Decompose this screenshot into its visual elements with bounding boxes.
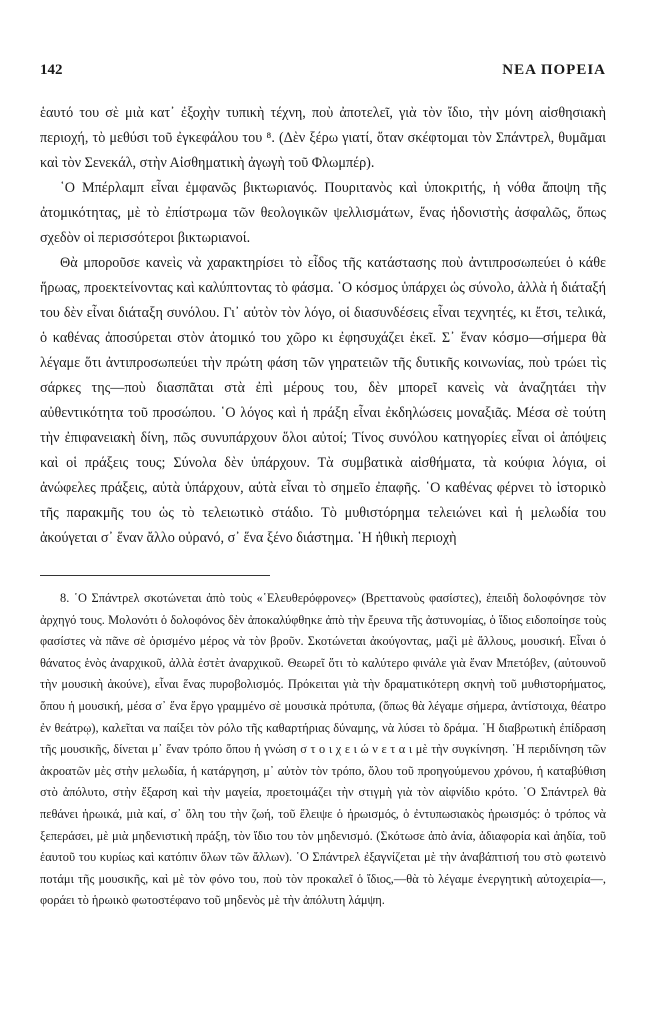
footnotes: [40, 588, 606, 912]
paragraph-characters: Θὰ μποροῦσε κανεὶς νὰ χαρακτηρίσει τὸ εἶδος τῆς κατάστασης ποὺ ἀντιπροσωπεύει ὁ κάθε ἥρωας, προεκτείνοντας καὶ καλύπτοντας τὸ φάσμα. ῾Ο κόσμος ὑπάρχει ὡς σύνολο, ἀλλὰ ἡ διάταξή του δὲν εἶναι διάταξη συνόλου. Γι᾿ αὐτὸν τὸν λόγο, οἱ διασυνδέσεις εἶναι τεχνητές, κι ἔτσι, τελικά, ὁ καθένας ἀποσύρεται στὸν ἀτομικό του χῶρο κι ἐφησυχάζει ἐκεῖ. Σ᾿ ἕναν κόσμο—σήμερα θὰ λέγαμε ὅτι ἀντιπροσωπεύει τὴν πρώτη φάση τῶν γηρατειῶν τῆς δυτικῆς κοινωνίας, ποὺ τρώει τὶς σάρκες της—ποὺ διασπᾶται στὰ ἐπὶ μέρους του, δὲν μπορεῖ κανεὶς νὰ ἀναζητάει τὴν αὐθεντικότητα τοῦ προσώπου. ῾Ο λόγος καὶ ἡ πράξη εἶναι ἐκδηλώσεις μοναξιᾶς. Μέσα σὲ τούτη τὴν ἐπιφανειακὴ δίνη, πῶς συνυπάρχουν ὅλοι αὐτοί; Τίνος συνόλου κατηγορίες εἶναι οἱ ἀπόψεις καὶ οἱ πράξεις τους; Σύνολα δὲν ὑπάρχουν. Τὰ συμβατικὰ αἰσθήματα, τὰ κούφια λόγια, οἱ ἀνώφελες πράξεις, αὐτὰ ὑπάρχουν, αὐτὰ εἶναι τὸ σημεῖο ἐπαφῆς. ῾Ο καθένας φέρνει τὸ ἱστορικὸ τῆς παρακμῆς του ὡς τὸ τελειωτικὸ στάδιο. Τὸ μυθιστόρημα τελειώνει καὶ ἡ μελωδία του ἀκούγεται σ᾿ ἕναν ἄλλο οὐρανό, σ᾿ ἕνα ξένο διάστημα. ῾Η ἠθικὴ περιοχὴ: [40, 255, 606, 546]
running-title: ΝΕΑ ΠΟΡΕΙΑ: [502, 62, 606, 78]
footnote-divider: [40, 575, 270, 576]
footnote-8: 8. ῾Ο Σπάντρελ σκοτώνεται ἀπὸ τοὺς «῾Ελευθερόφρονες» (Βρεττανοὺς φασίστες), ἐπειδὴ δολοφόνησε τὸν ἀρχηγό τους. Μολονότι ὁ δολοφόνος δὲν ἀποκαλύφθηκε ἀπὸ τὴν ἔρευνα τῆς ἀστυνομίας, ὁ ἴδιος ειδοποίησε τοὺς φασίστες νὰ πᾶνε σὲ ὁρισμένο μέρος νὰ τὸν βροῦν. Σκοτώνεται ἀκούγοντας, μαζὶ μὲ ἄλλους, μουσική. Εἶναι ὁ θάνατος ἑνὸς ἀναρχικοῦ, ἀλλὰ ἐστὲτ ἀναρχικοῦ. Θεωρεῖ ὅτι τὸ καλύτερο φινάλε γιὰ ἕναν Μπετόβεν, (αὐτουνοῦ τὴν μουσικὴ ἀκούνε), εἶναι ἕνας πυροβολισμός. Πρόκειται γιὰ τὴν δραματικότερη σκηνὴ τοῦ μυθιστορήματος, ὅπου ἡ μουσική, μέσα σ᾿ ἕνα ἔργο γραμμένο σὲ μουσικὰ πρότυπα, (ὅπως θὰ λέγαμε σήμερα, ἀντίστοιχα, θέατρο ἐν θεάτρῳ), καλεῖται να παίξει τὸν ρόλο τῆς καθαρτήριας δύναμης, νὰ λύσει τὸ δράμα. ῾Η διαβρωτικὴ ἐπίδραση τῆς μουσικῆς, δίνεται μ᾿ ἕναν τρόπο ὅπου ἡ γνώση σ τ ο ι χ ε ι ώ ν ε τ α ι μὲ τὴν συγκίνηση. ῾Η περιδίνηση τῶν ἀκροατῶν μὲς στὴν μελωδία, ἡ κατάργηση, μ᾿ αὐτὸν τὸν τρόπο, ὅλου τοῦ προηγούμενου χρόνου, ἡ καταβύθιση στὸ ἀπόλυτο, στὴν ἔξαρση καὶ τὴν μαγεία, προετοιμάζει τὴν στιγμὴ γιὰ τὸν αἰφνίδιο κρότο. ῾Ο Σπάντρελ θὰ πεθάνει ἡρωικά, μιὰ καί, σ᾿ ὅλη του τὴν ζωή, τοῦ ἔλειψε ὁ ἡρωισμός, ὁ ἐντυπωσιακὸς ἡρωισμός: ὁ τρόπος νὰ ξεπεράσει, μὲ μιὰ μηδενιστικὴ πράξη, τὸν ἴδιο του τὸν μηδενισμό. (Σκότωσε ἀπὸ ἀνία, ἀδιαφορία καὶ ἀηδία, τοῦ ἑαυτοῦ του κυρίως καὶ κατόπιν ὅλων τῶν ἄλλων). ῾Ο Σπάντρελ ἐξαγνίζεται μὲ τὴν ἀναβάπτισή του στὸ φωτεινὸ ποτάμι τῆς μουσικῆς, καὶ μὲ τὸν φόνο του, ποὺ τὸν προκαλεῖ ὁ ἴδιος,—θὰ τὸ λέγαμε ἐνεργητικὴ αὐτοχειρία—, φοράει τὸ ἡρωικὸ φωτοστέφανο τοῦ μηδενὸς μὲ τὴν ἀπόλυτη λάμψη.: [40, 591, 606, 908]
page-number: 142: [40, 62, 63, 78]
paragraph-continuation: ἑαυτό του σὲ μιὰ κατ᾿ ἐξοχὴν τυπικὴ τέχνη, ποὺ ἀποτελεῖ, γιὰ τὸν ἴδιο, τὴν μόνη αἰσθησιακὴ περιοχή, τὸ μεθύσι τοῦ ἐγκεφάλου του ⁸. (Δὲν ξέρω γιατί, ὅταν σκέφτομαι τὸν Σπάντρελ, θυμᾶμαι καὶ τὸν Σενεκάλ, στὴν Αἰσθηματικὴ ἀγωγὴ τοῦ Φλωμπέρ).: [40, 105, 606, 171]
main-text: [40, 101, 606, 551]
paragraph-berlamb: ῾Ο Μπέρλαμπ εἶναι ἐμφανῶς βικτωριανός. Πουριτανὸς καὶ ὑποκριτής, ἡ νόθα ἄποψη τῆς ἀτομικότητας, μὲ τὸ ἐπίστρωμα τῶν θεολογικῶν ψελλισμάτων, ἕνας ἡδονιστὴς ἀσφαλῶς, ὅπως σχεδὸν οἱ περισσότεροι βικτωριανοί.: [40, 180, 606, 246]
running-header: [40, 62, 606, 79]
